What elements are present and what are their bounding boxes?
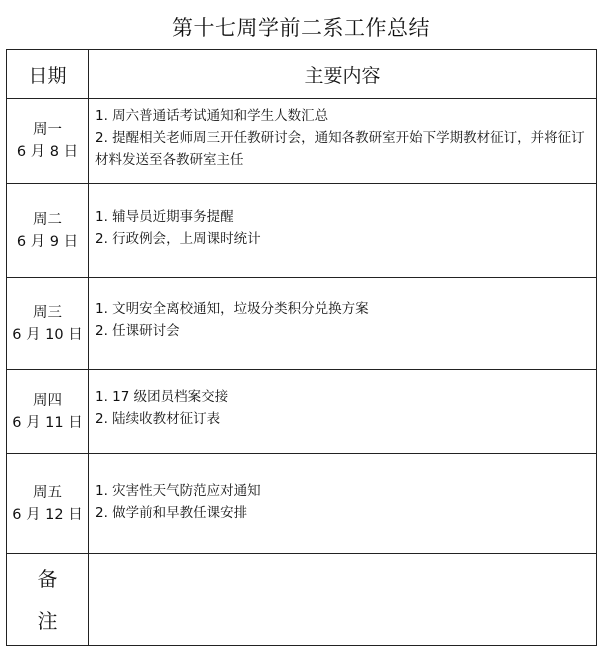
date-label: 6 月 8 日 [16, 144, 79, 160]
header-date: 日期 [7, 50, 89, 99]
weekly-summary-table [6, 49, 597, 646]
date-cell [7, 278, 89, 370]
weekday-label: 周一 [33, 122, 62, 138]
notes-label [7, 554, 89, 646]
weekday-label: 周五 [33, 484, 62, 501]
document-title: 第十七周学前二系工作总结 [172, 16, 430, 40]
list-item: 2. 任课研讨会 [95, 323, 180, 339]
date-cell [7, 184, 89, 278]
weekday-label: 周三 [33, 304, 62, 321]
content-cell [89, 454, 597, 554]
notes-label-line2: 注 [37, 608, 58, 633]
date-label: 6 月 11 日 [12, 414, 83, 431]
notes-content [89, 554, 597, 646]
table-row [7, 99, 597, 184]
list-item: 1. 周六普通话考试通知和学生人数汇总 [95, 108, 329, 124]
content-list [89, 206, 596, 250]
content-cell [89, 278, 597, 370]
table-header-row [7, 50, 597, 99]
content-list [89, 298, 596, 342]
list-item: 2. 行政例会，上周课时统计 [95, 231, 261, 247]
notes-label-line1: 备 [37, 566, 58, 591]
date-cell [7, 370, 89, 454]
table-row [7, 278, 597, 370]
date-label: 6 月 10 日 [12, 326, 83, 343]
date-cell [7, 99, 89, 184]
weekday-label: 周四 [33, 392, 62, 409]
content-cell [89, 99, 597, 184]
content-cell [89, 184, 597, 278]
notes-row [7, 554, 597, 646]
list-item: 2. 提醒相关老师周三开任教研讨会，通知各教研室开始下学期教材征订，并将征订材料发送至各教研室主任 [95, 130, 585, 168]
date-label: 6 月 12 日 [12, 506, 83, 523]
list-item: 2. 做学前和早教任课安排 [95, 505, 248, 521]
list-item: 1. 文明安全离校通知，垃圾分类积分兑换方案 [95, 301, 369, 317]
header-content: 主要内容 [89, 50, 597, 99]
table-row [7, 184, 597, 278]
content-list [89, 105, 596, 171]
list-item: 1. 辅导员近期事务提醒 [95, 209, 234, 225]
table-row [7, 370, 597, 454]
content-list [89, 480, 596, 524]
weekday-label: 周二 [33, 211, 62, 228]
table-row [7, 454, 597, 554]
date-label: 6 月 9 日 [16, 233, 79, 250]
content-list [89, 386, 596, 430]
list-item: 1. 17 级团员档案交接 [95, 389, 229, 405]
date-cell [7, 454, 89, 554]
list-item: 1. 灾害性天气防范应对通知 [95, 483, 261, 499]
content-cell [89, 370, 597, 454]
list-item: 2. 陆续收教材征订表 [95, 411, 221, 427]
